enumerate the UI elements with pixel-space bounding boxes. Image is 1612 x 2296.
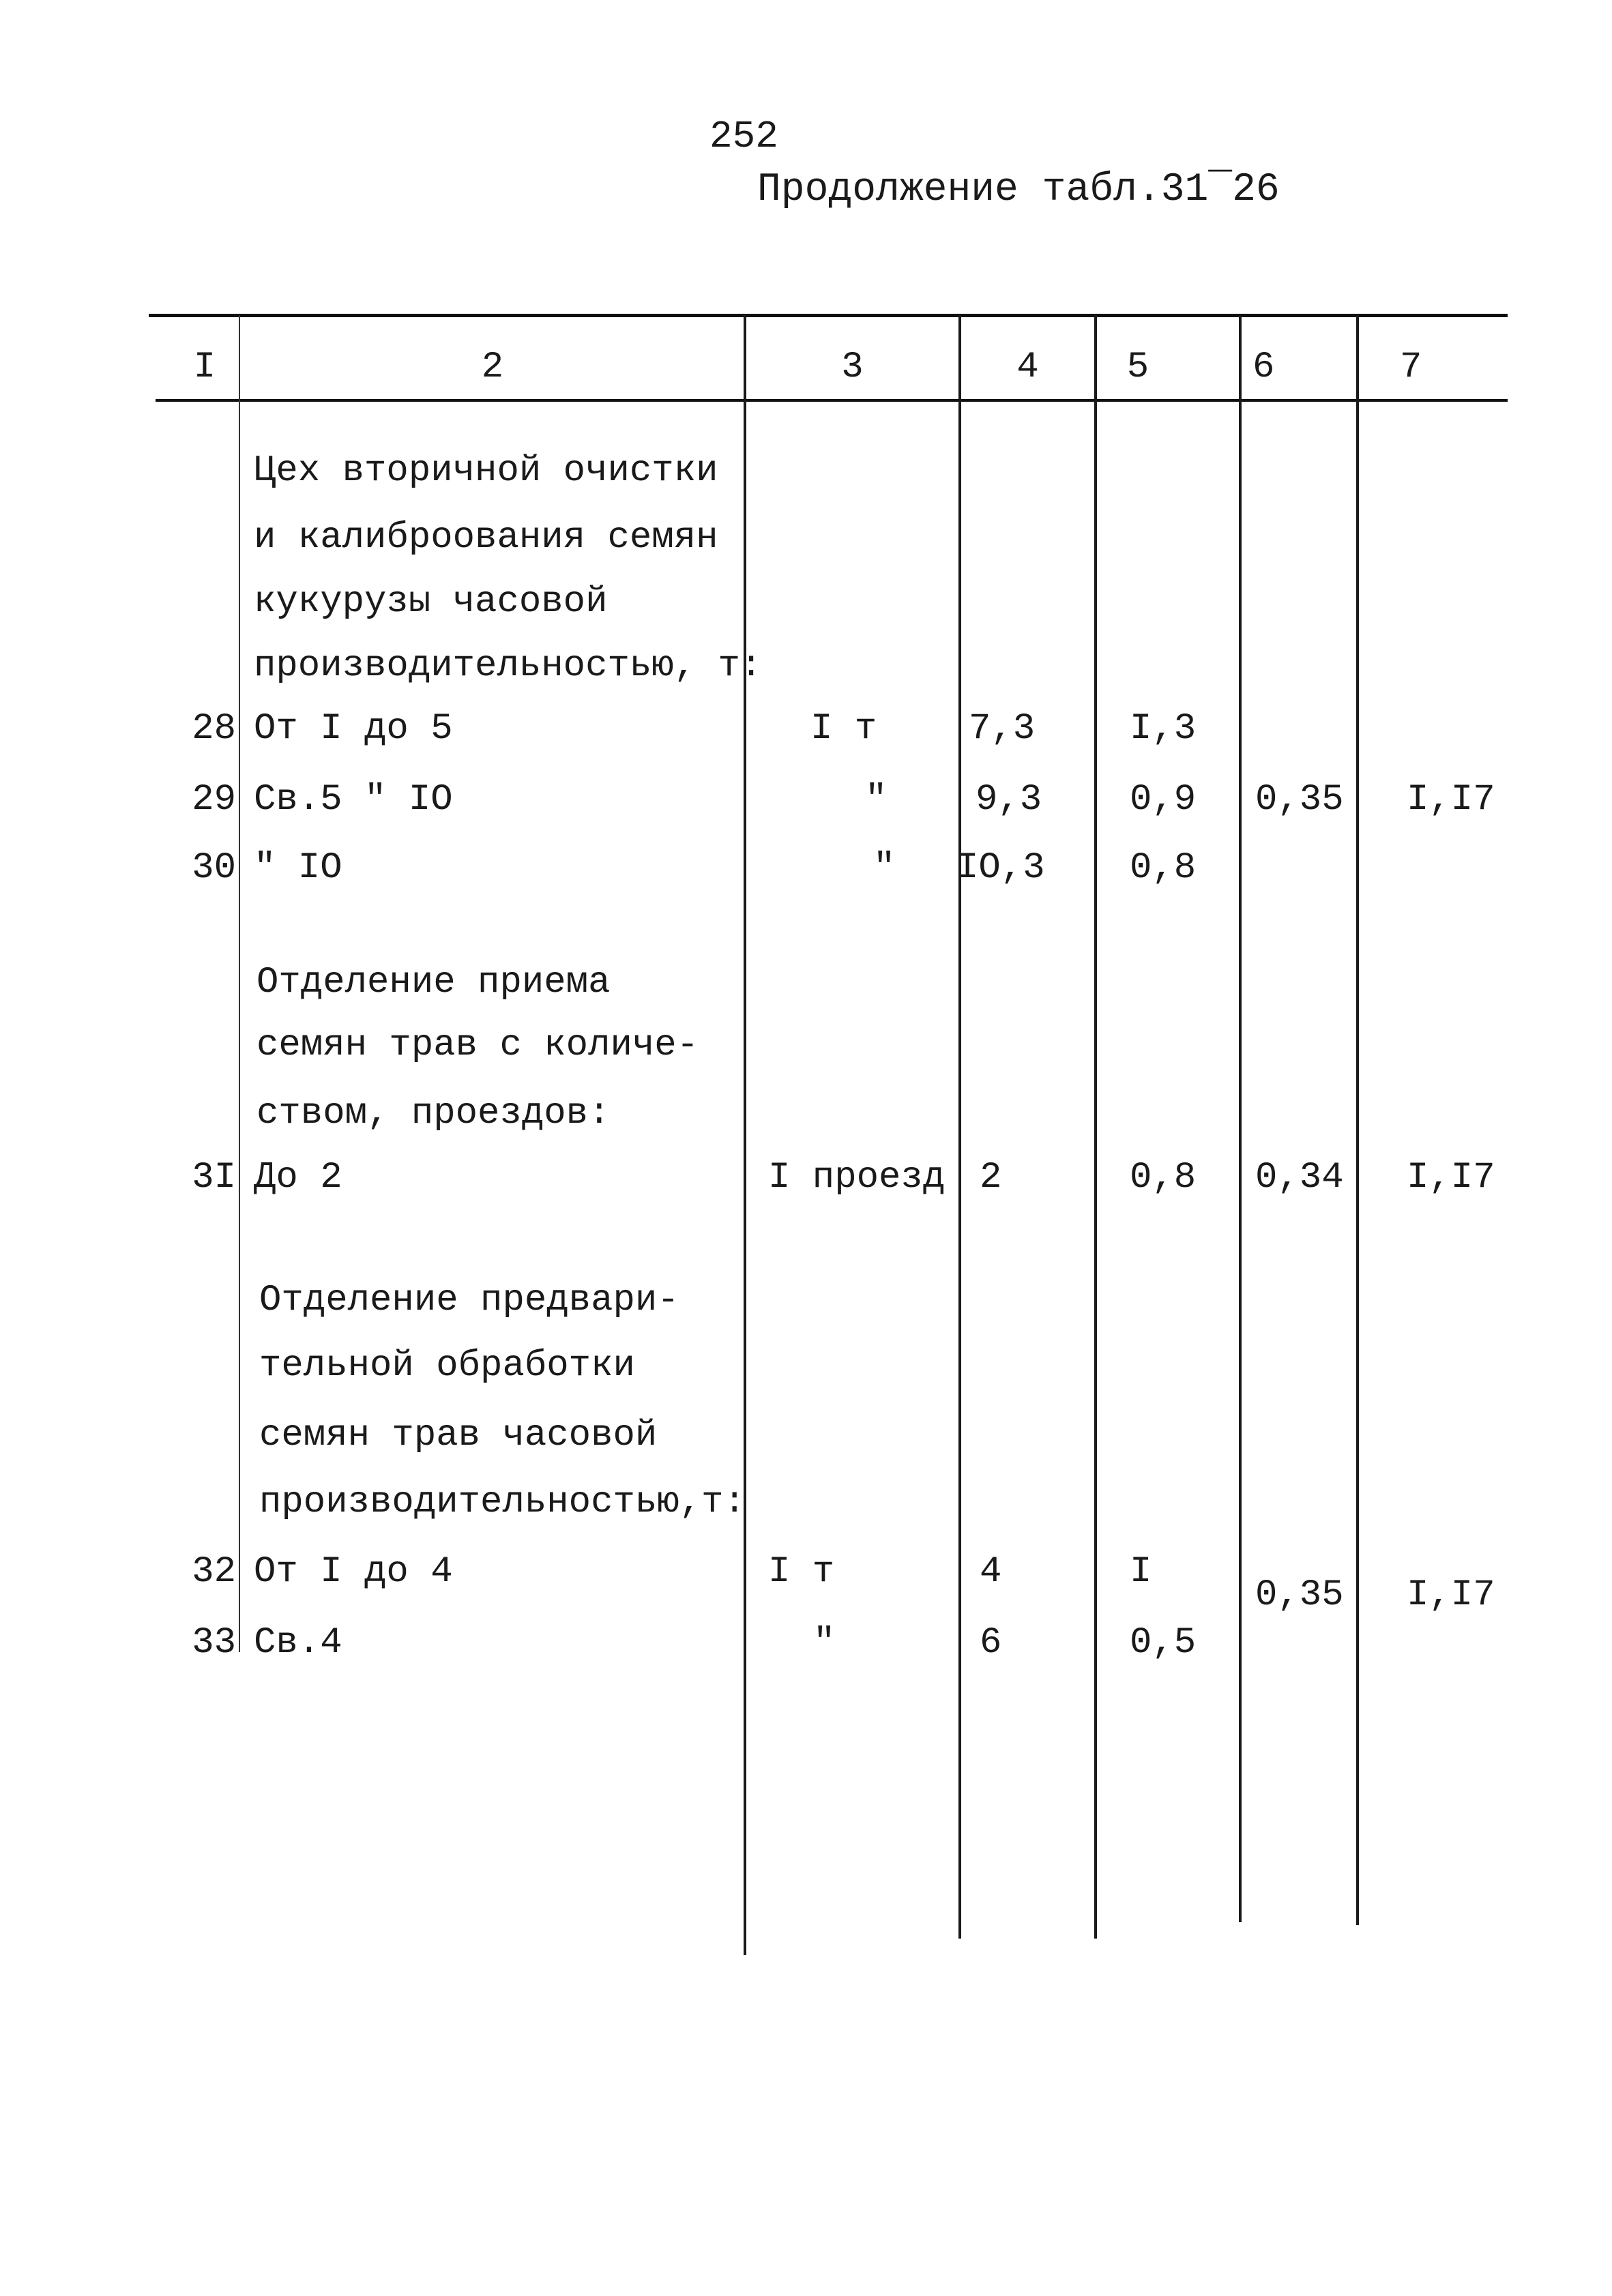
row-33-col4: 6 <box>980 1622 1002 1664</box>
row-29-name: Св.5 " IO <box>254 779 453 821</box>
row-29-col4: 9,3 <box>976 779 1042 821</box>
group-2-title-line-2: семян трав с количе- <box>257 1025 699 1066</box>
row-30-col5: 0,8 <box>1130 847 1197 889</box>
group-1-title-line-3: кукурузы часовой <box>254 581 608 623</box>
column-rule-2 <box>744 315 746 1955</box>
column-rule-5 <box>1239 315 1242 1922</box>
row-29-col5: 0,9 <box>1130 779 1197 821</box>
group-2-col6: 0,34 <box>1255 1157 1344 1198</box>
row-33-unit: " <box>813 1622 836 1664</box>
row-32-col5: I <box>1130 1551 1152 1593</box>
row-30-name: " IO <box>254 847 342 889</box>
header-col-2: 2 <box>481 347 504 388</box>
row-31-col4: 2 <box>980 1157 1002 1198</box>
row-30-unit: " <box>873 847 896 889</box>
row-33-name: Св.4 <box>254 1622 342 1664</box>
row-32-number: 32 <box>192 1551 236 1593</box>
row-28-name: От I до 5 <box>254 708 453 750</box>
row-29-unit: " <box>865 779 888 821</box>
group-1-col7: I,I7 <box>1407 779 1495 821</box>
header-col-3: 3 <box>841 347 864 388</box>
row-28-unit: I т <box>810 708 877 750</box>
group-3-title-line-4: производительностью,т: <box>259 1482 746 1523</box>
column-rule-3 <box>958 315 961 1939</box>
header-col-5: 5 <box>1126 347 1149 388</box>
header-col-6: 6 <box>1252 347 1275 388</box>
header-col-1: I <box>193 347 216 388</box>
table-top-rule <box>149 314 1508 317</box>
header-col-7: 7 <box>1400 347 1422 388</box>
row-31-number: 3I <box>192 1157 236 1198</box>
group-1-title-line-1: Цех вторичной очистки <box>254 450 718 492</box>
row-33-col5: 0,5 <box>1130 1622 1197 1664</box>
row-32-unit: I т <box>768 1551 835 1593</box>
row-32-name: От I до 4 <box>254 1551 453 1593</box>
column-rule-1 <box>239 315 240 1652</box>
row-31-unit: I проезд <box>768 1157 946 1198</box>
group-1-title-line-4: производительностью, т: <box>254 645 763 687</box>
table-caption: Продолжение табл.31‾26 <box>757 168 1280 212</box>
row-33-number: 33 <box>192 1622 236 1664</box>
group-3-title-line-1: Отделение предвари- <box>259 1280 679 1321</box>
group-2-col7: I,I7 <box>1407 1157 1495 1198</box>
header-bottom-rule <box>156 399 1508 402</box>
group-2-title-line-1: Отделение приема <box>257 962 611 1003</box>
column-rule-4 <box>1094 315 1097 1939</box>
group-1-col6: 0,35 <box>1255 779 1344 821</box>
page-number: 252 <box>709 115 778 158</box>
group-3-title-line-2: тельной обработки <box>259 1345 635 1387</box>
header-col-4: 4 <box>1016 347 1039 388</box>
column-rule-6 <box>1356 315 1359 1925</box>
group-3-title-line-3: семян трав часовой <box>259 1415 658 1456</box>
row-30-number: 30 <box>192 847 236 889</box>
row-32-col4: 4 <box>980 1551 1002 1593</box>
group-2-title-line-3: ством, проездов: <box>257 1093 611 1134</box>
row-29-number: 29 <box>192 779 236 821</box>
row-31-col5: 0,8 <box>1130 1157 1197 1198</box>
row-28-col5: I,3 <box>1130 708 1197 750</box>
row-30-col4: IO,3 <box>956 847 1045 889</box>
row-28-col4: 7,3 <box>969 708 1036 750</box>
group-3-col6: 0,35 <box>1255 1574 1344 1616</box>
group-1-title-line-2: и калиброования семян <box>254 517 718 559</box>
group-3-col7: I,I7 <box>1407 1574 1495 1616</box>
row-31-name: До 2 <box>254 1157 342 1198</box>
row-28-number: 28 <box>192 708 236 750</box>
